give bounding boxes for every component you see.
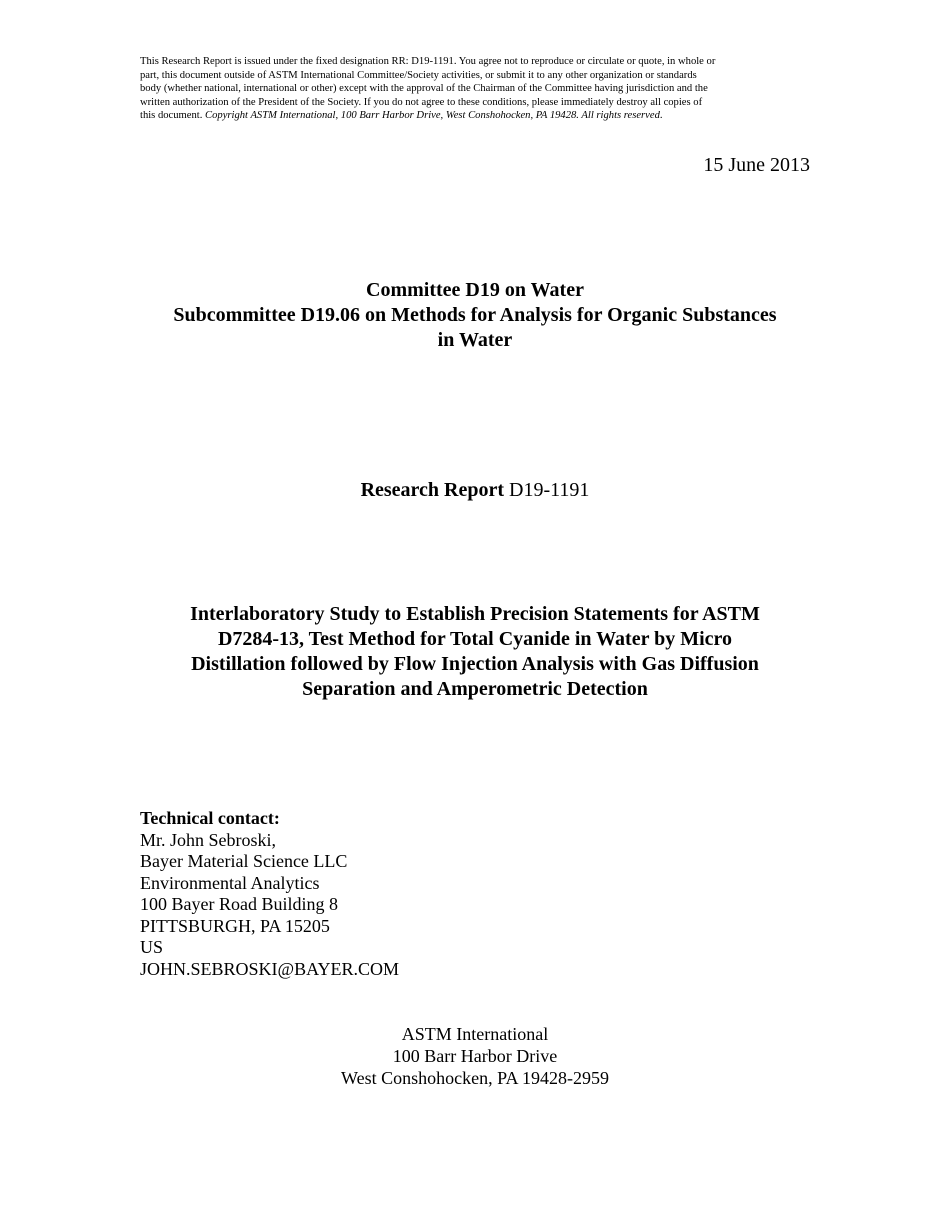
notice-last-prefix: this document.	[140, 110, 206, 122]
notice-line: This Research Report is issued under the fixed designation RR: D19-1191. You agree not to reproduce or circulate or quote, in whole or	[140, 56, 716, 67]
title-line: D7284-13, Test Method for Total Cyanide in Water by Micro	[217, 628, 733, 650]
title-line: Interlaboratory Study to Establish Precision Statements for ASTM	[190, 603, 760, 625]
notice-last-suffix: .	[659, 110, 663, 122]
report-number: D19-1191	[504, 479, 590, 501]
notice-line-last	[140, 109, 812, 123]
astm-city: West Conshohocken, PA 19428-2959	[341, 1068, 609, 1088]
title-line: Distillation followed by Flow Injection Analysis with Gas Diffusion	[191, 653, 759, 675]
contact-company: Bayer Material Science LLC	[140, 851, 348, 871]
astm-name: ASTM International	[401, 1024, 549, 1044]
notice-line: written authorization of the President of the Society. If you do not agree to these conditions, please immediately destroy all copies of	[140, 96, 703, 108]
copyright-notice	[140, 55, 812, 123]
astm-street: 100 Barr Harbor Drive	[392, 1046, 558, 1066]
contact-email: JOHN.SEBROSKI@BAYER.COM	[140, 958, 399, 979]
copyright-statement: Copyright ASTM International, 100 Barr Harbor Drive, West Conshohocken, PA 19428. All rights reserved	[205, 110, 660, 122]
committee-line: Committee D19 on Water	[366, 279, 584, 301]
contact-heading: Technical contact:	[140, 808, 280, 828]
subcommittee-line: Subcommittee D19.06 on Methods for Analysis for Organic Substances	[173, 304, 777, 326]
contact-country: US	[140, 937, 164, 957]
study-title	[0, 602, 950, 702]
astm-address	[0, 1023, 950, 1089]
contact-name: Mr. John Sebroski,	[140, 829, 277, 850]
subcommittee-line: in Water	[437, 329, 513, 351]
committee-heading	[0, 278, 950, 353]
research-report-designation	[0, 478, 950, 503]
notice-line: part, this document outside of ASTM International Committee/Society activities, or submit it to any other organization or standards	[140, 69, 697, 81]
contact-street: 100 Bayer Road Building 8	[140, 894, 338, 914]
report-date: 15 June 2013	[703, 154, 810, 176]
contact-department: Environmental Analytics	[140, 872, 320, 893]
contact-city: PITTSBURGH, PA 15205	[140, 915, 330, 936]
title-line: Separation and Amperometric Detection	[302, 678, 648, 700]
notice-line: body (whether national, international or other) except with the approval of the Chairman of the Committee having jurisdiction and the	[140, 83, 708, 95]
report-label: Research Report	[360, 479, 505, 501]
technical-contact	[140, 808, 399, 980]
